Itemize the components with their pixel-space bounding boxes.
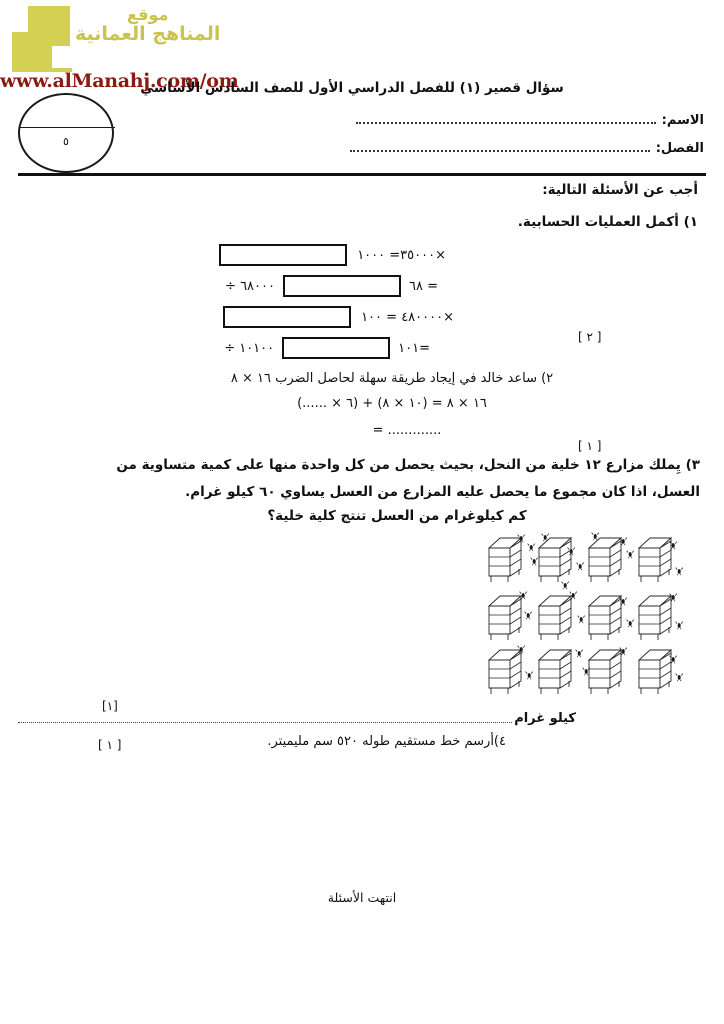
answer-box[interactable] [283,275,401,297]
question-1-mark: [ ٢ ] [578,330,602,344]
question-3-answer-input[interactable] [18,712,512,723]
question-1-heading: ١) أكمل العمليات الحسابية. [517,214,698,230]
equation-row [18,275,706,297]
logo-text [75,6,220,45]
question-3-mark: [١] [102,699,118,713]
equation-row [18,244,706,266]
question-4-mark: [ ١ ] [98,738,122,752]
header-divider [18,173,706,176]
question-3-answer-unit: كيلو غرام [514,711,576,726]
question-2-equation: ١٦ × ٨ = (١٠ × ٨) + (٦ × ......) [297,396,487,411]
logo-mark-icon [12,6,70,72]
equation-text: ٤٨٠٠٠٠ = ١٠٠× [361,309,454,325]
question-4-text: ٤)أرسم خط مستقيم طوله ٥٢٠ سم مليميتر. [267,734,506,749]
question-3-line-2: العسل، اذا كان مجموع ما يحصل عليه المزارع من العسل يساوي ٦٠ كيلو غرام. [185,484,700,500]
student-class-input[interactable] [350,140,650,152]
student-name-field-row [144,112,724,128]
answer-box[interactable] [223,306,351,328]
question-3-block [18,452,706,726]
end-of-questions-note: انتهت الأسئلة [327,890,397,905]
question-2-answer-line[interactable]: = ............. [372,423,442,438]
worksheet-body [18,182,706,752]
student-name-input[interactable] [356,112,656,124]
question-4-block [18,734,706,752]
beehive-illustration [481,532,696,697]
question-2-block [18,371,706,453]
student-class-label: الفصل: [655,141,704,156]
logo-line-1: موقع [127,5,169,24]
question-2-mark: [ ١ ] [578,439,602,453]
answer-box[interactable] [219,244,347,266]
question-2-heading: ٢) ساعد خالد في إيجاد طريقة سهلة لحاصل الضرب ١٦ × ٨ [230,371,554,386]
question-3-answer-row [18,711,706,726]
student-name-label: الاسم: [661,113,704,128]
equation-text-after: ÷ ١٠١٠٠ [224,340,275,356]
watermark-url: www.alManahj.com/om [0,70,239,92]
answer-box[interactable] [282,337,390,359]
equation-row [18,337,706,359]
equation-text-after: ÷ ٦٨٠٠٠ [225,278,275,294]
page-title: سؤال قصير (١) للفصل الدراسي الأول للصف السادس الأساسي [140,80,564,96]
equation-text-before: ٦٨ = [409,278,438,294]
question-3-line-1: ٣) يِملك مزارع ١٢ خلية من النحل، بحيث يحصل من كل واحدة منها على كمية متساوية من [116,457,700,473]
equation-text-before: ١٠١= [398,340,430,356]
equation-row [18,306,706,328]
equation-text: ٣٥٠٠٠= ١٠٠٠× [357,247,446,263]
circle-stamp-number: ٥ [63,135,69,148]
grade-circle-stamp [18,93,114,173]
circle-diameter-line [19,127,115,128]
logo-line-2: المناهج العمانية [75,22,221,45]
student-class-field-row [144,140,724,156]
question-3-question: كم كيلوغرام من العسل تنتج كلية خلية؟ [267,508,527,524]
beehive-illustration-svg [481,532,696,697]
question-1-equations [18,244,706,359]
instruction-text: أجب عن الأسئلة التالية: [542,182,698,198]
